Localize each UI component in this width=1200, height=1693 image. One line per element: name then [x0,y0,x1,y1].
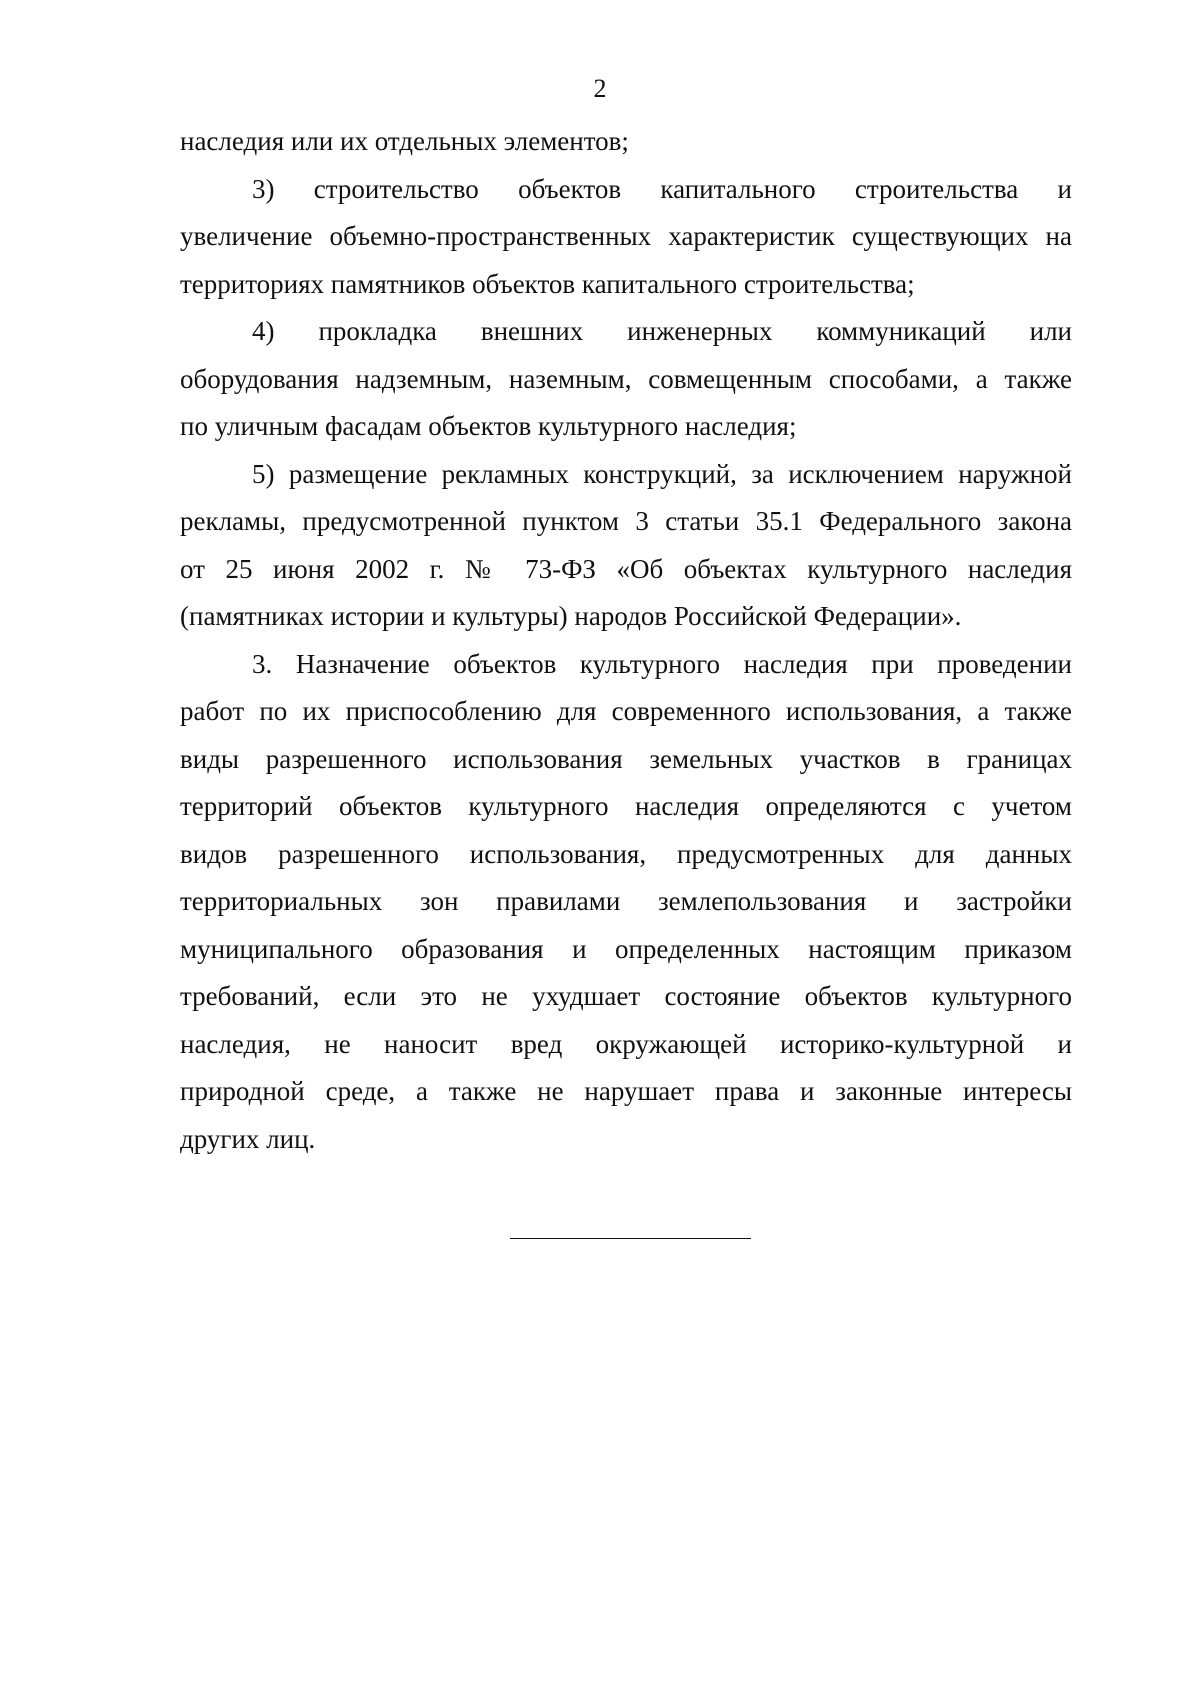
text-line: работ по их приспособлению для современного использования, а также [180,696,1072,726]
text-line: территориальных зон правилами землепользования и застройки [180,886,1072,916]
text-line: (памятниках истории и культуры) народов Российской Федерации». [180,601,962,631]
text-line: увеличение объемно-пространственных характеристик существующих на [180,221,1072,251]
text-line: виды разрешенного использования земельных участков в границах [180,743,1072,774]
paragraph-item-4 [180,308,1072,451]
text-line: территорий объектов культурного наследия определяются с учетом [180,791,1072,821]
text-line: по уличным фасадам объектов культурного наследия; [180,411,797,441]
text-line: наследия, не наносит вред окружающей историко-культурной и [180,1028,1072,1059]
text-line: 5) размещение рекламных конструкций, за исключением наружной [252,458,1072,489]
text-line: других лиц. [180,1123,316,1154]
paragraph-section-3 [180,641,1072,1164]
text-line: природной среде, а также не нарушает права и законные интересы [180,1076,1072,1106]
text-line: 3) строительство объектов капитального строительства и [252,173,1072,204]
paragraph-item-5 [180,451,1072,641]
end-of-document-rule [510,1238,751,1239]
text-line: видов разрешенного использования, предусмотренных для данных [180,838,1072,869]
text-line: 3. Назначение объектов культурного наследия при проведении [252,648,1072,679]
text-line: наследия или их отдельных элементов; [180,126,629,156]
document-body [180,118,1072,1163]
text-line: от 25 июня 2002 г. № 73-ФЗ «Об объектах культурного наследия [180,553,1072,584]
text-line: рекламы, предусмотренной пунктом 3 статьи 35.1 Федерального закона [180,506,1072,536]
text-line: муниципального образования и определенных настоящим приказом [180,933,1072,964]
text-line: оборудования надземным, наземным, совмещенным способами, а также [180,363,1072,394]
text-line: требований, если это не ухудшает состояние объектов культурного [180,981,1072,1011]
paragraph-item-3 [180,166,1072,309]
page-number: 2 [593,74,607,103]
text-line: 4) прокладка внешних инженерных коммуникаций или [252,316,1072,346]
paragraph-continuation [180,118,1072,166]
text-line: территориях памятников объектов капитального строительства; [180,268,915,299]
